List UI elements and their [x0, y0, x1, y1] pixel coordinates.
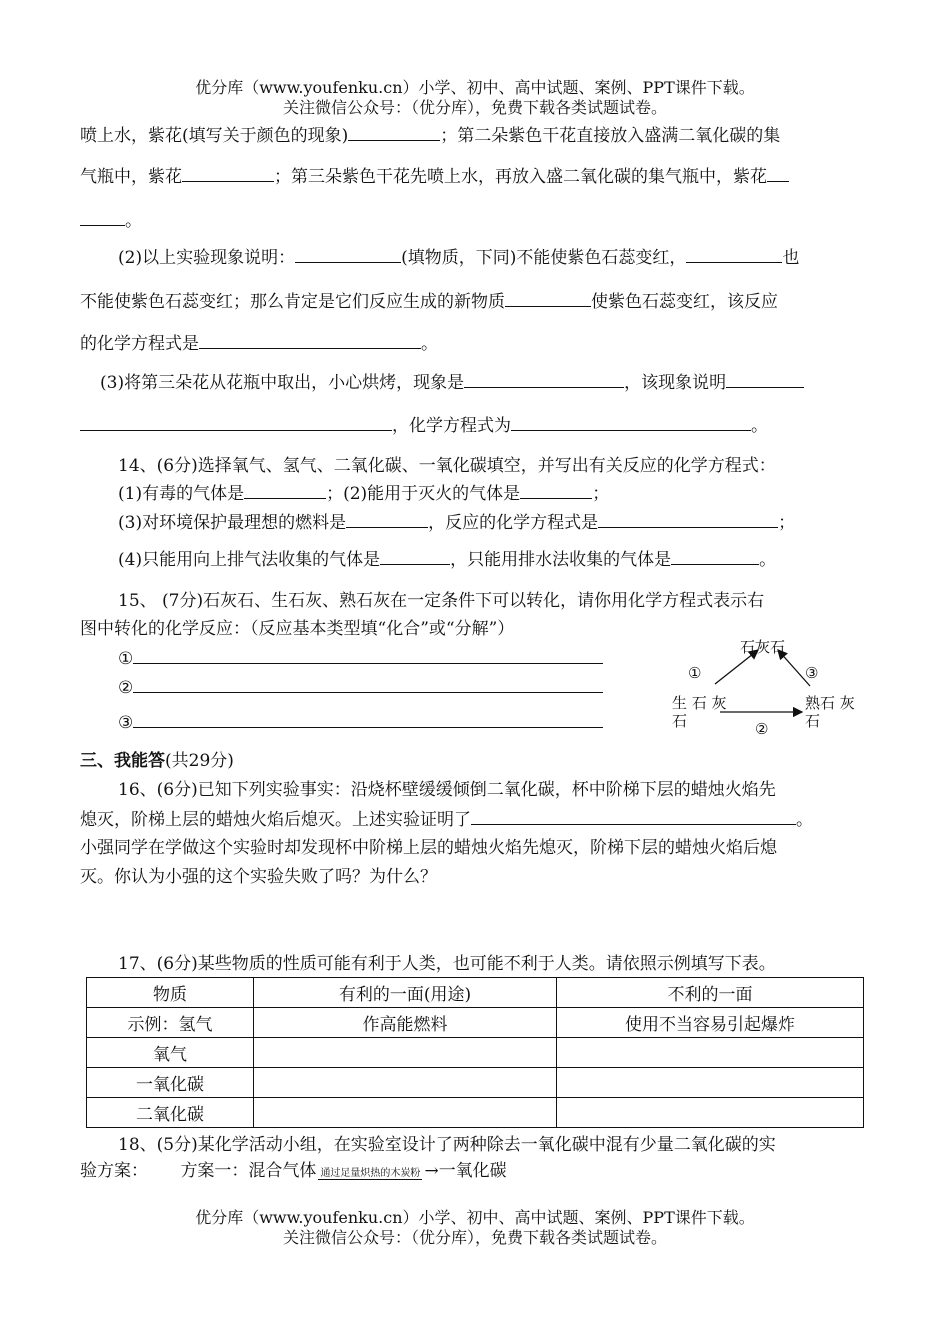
table-cell: 氧气	[87, 1038, 254, 1068]
table-cell: 作高能燃料	[254, 1008, 557, 1038]
q13-part2-line-3: 的化学方程式是 。	[80, 334, 438, 354]
q13-line-2: 气瓶中，紫花 ；第三朵紫色干花先喷上水，再放入盛二氧化碳的集气瓶中，紫花	[80, 166, 789, 188]
q15-stem-1: 15、 (7分)石灰石、生石灰、熟石灰在一定条件下可以转化，请你用化学方程式表示右	[118, 591, 765, 611]
q15-stem-2: 图中转化的化学反应：（反应基本类型填“化合”或“分解”）	[80, 619, 515, 639]
q13-part3-line-1: (3)将第三朵花从花瓶中取出，小心烘烤，现象是 ，该现象说明	[100, 372, 804, 394]
answer-blank[interactable]	[346, 513, 428, 528]
label-3: ③	[805, 664, 819, 682]
footer-line-2: 关注微信公众号：（优分库），免费下载各类试题试卷。	[282, 1228, 667, 1247]
reaction-arrow: 通过足量炽热的木炭粉	[320, 1168, 421, 1179]
q14-line-2: (3)对环境保护最理想的燃料是 ，反应的化学方程式是 ；	[118, 513, 796, 533]
q18-line-1: 18、(5分)某化学活动小组，在实验室设计了两种除去一氧化碳中混有少量二氧化碳的实	[118, 1135, 776, 1155]
table-row	[87, 1098, 864, 1128]
q17-stem: 17、(6分)某些物质的性质可能有利于人类，也可能不利于人类。请依照示例填写下表。	[118, 954, 776, 974]
page-footer	[0, 1208, 950, 1248]
answer-blank[interactable]	[767, 167, 789, 182]
answer-cell[interactable]	[254, 1098, 557, 1128]
table-cell: 使用不当容易引起爆炸	[557, 1008, 864, 1038]
answer-blank[interactable]	[380, 550, 450, 565]
table-header-row	[87, 978, 864, 1008]
answer-blank[interactable]	[133, 649, 603, 664]
answer-cell[interactable]	[557, 1098, 864, 1128]
label-1: ①	[688, 664, 702, 682]
q13-line-3: 。	[80, 210, 142, 232]
answer-cell[interactable]	[254, 1068, 557, 1098]
lime-cycle-diagram	[660, 628, 880, 738]
q16-line-3: 小强同学在学做这个实验时却发现杯中阶梯上层的蜡烛火焰先熄灭，阶梯下层的蜡烛火焰后熄	[80, 838, 777, 858]
answer-blank[interactable]	[182, 167, 274, 182]
answer-blank[interactable]	[348, 126, 440, 141]
header-line-2: 关注微信公众号：（优分库），免费下载各类试题试卷。	[282, 98, 667, 117]
answer-blank[interactable]	[133, 713, 603, 728]
header-line-1: 优分库（www.youfenku.cn）小学、初中、高中试题、案例、PPT课件下载。	[195, 78, 755, 97]
q13-line-1: 喷上水，紫花(填写关于颜色的现象) ；第二朵紫色干花直接放入盛满二氧化碳的集	[80, 126, 781, 146]
q13-part2-line-1: (2)以上实验现象说明： (填物质，下同)不能使紫色石蕊变红， 也	[118, 248, 800, 268]
answer-blank[interactable]	[598, 513, 778, 528]
answer-cell[interactable]	[557, 1068, 864, 1098]
answer-blank[interactable]	[471, 810, 796, 825]
answer-blank[interactable]	[726, 373, 804, 388]
q13-part2-line-2: 不能使紫色石蕊变红；那么肯定是它们反应生成的新物质 使紫色石蕊变红，该反应	[80, 292, 778, 312]
table-cell: 示例：氢气	[87, 1008, 254, 1038]
answer-blank[interactable]	[199, 334, 421, 349]
arrow-head-icon: →	[424, 1161, 439, 1181]
node-quicklime-2: 石	[672, 712, 688, 730]
q15-answer-2: ②	[118, 677, 603, 699]
answer-blank[interactable]	[295, 248, 401, 263]
answer-cell[interactable]	[254, 1038, 557, 1068]
node-slaked-lime: 熟石 灰	[805, 694, 855, 712]
q14-stem: 14、(6分)选择氧气、氢气、二氧化碳、一氧化碳填空，并写出有关反应的化学方程式：	[118, 456, 776, 476]
table-cell: 二氧化碳	[87, 1098, 254, 1128]
answer-blank[interactable]	[133, 678, 603, 693]
answer-blank[interactable]	[80, 211, 125, 226]
q13-part3-line-2: ，化学方程式为 。	[80, 415, 768, 437]
table-row	[87, 1068, 864, 1098]
answer-blank[interactable]	[464, 373, 624, 388]
section-3-title: 三、我能答(共29分)	[80, 751, 234, 771]
node-quicklime: 生 石 灰	[672, 694, 727, 712]
answer-blank[interactable]	[686, 248, 782, 263]
q15-answer-1: ①	[118, 648, 603, 670]
q15-answer-3: ③	[118, 712, 603, 734]
answer-blank[interactable]	[80, 416, 392, 431]
answer-blank[interactable]	[511, 416, 751, 431]
q18-line-2: 验方案： 方案一：混合气体 通过足量炽热的木炭粉 →一氧化碳	[80, 1161, 507, 1181]
answer-blank[interactable]	[520, 484, 592, 499]
node-limestone: 石灰石	[740, 638, 786, 656]
q14-line-3: (4)只能用向上排气法收集的气体是 ，只能用排水法收集的气体是 。	[118, 550, 777, 570]
answer-blank[interactable]	[505, 292, 591, 307]
answer-blank[interactable]	[671, 550, 759, 565]
page-header	[0, 78, 950, 118]
node-slaked-lime-2: 石	[805, 712, 821, 730]
answer-blank[interactable]	[244, 484, 326, 499]
footer-line-1: 优分库（www.youfenku.cn）小学、初中、高中试题、案例、PPT课件下载。	[195, 1208, 755, 1227]
table-header-cell: 物质	[87, 978, 254, 1008]
q14-line-1: (1)有毒的气体是 ；(2)能用于灭火的气体是 ；	[118, 484, 610, 504]
q17-table	[86, 977, 864, 1128]
table-row	[87, 1008, 864, 1038]
table-header-cell: 有利的一面(用途)	[254, 978, 557, 1008]
q16-line-2: 熄灭，阶梯上层的蜡烛火焰后熄灭。上述实验证明了 。	[80, 810, 813, 830]
table-row	[87, 1038, 864, 1068]
q16-line-1: 16、(6分)已知下列实验事实：沿烧杯壁缓缓倾倒二氧化碳，杯中阶梯下层的蜡烛火焰先	[118, 780, 776, 800]
q16-line-4: 灭。你认为小强的这个实验失败了吗？为什么？	[80, 867, 437, 887]
table-cell: 一氧化碳	[87, 1068, 254, 1098]
label-2: ②	[755, 720, 769, 738]
table-header-cell: 不利的一面	[557, 978, 864, 1008]
answer-cell[interactable]	[557, 1038, 864, 1068]
